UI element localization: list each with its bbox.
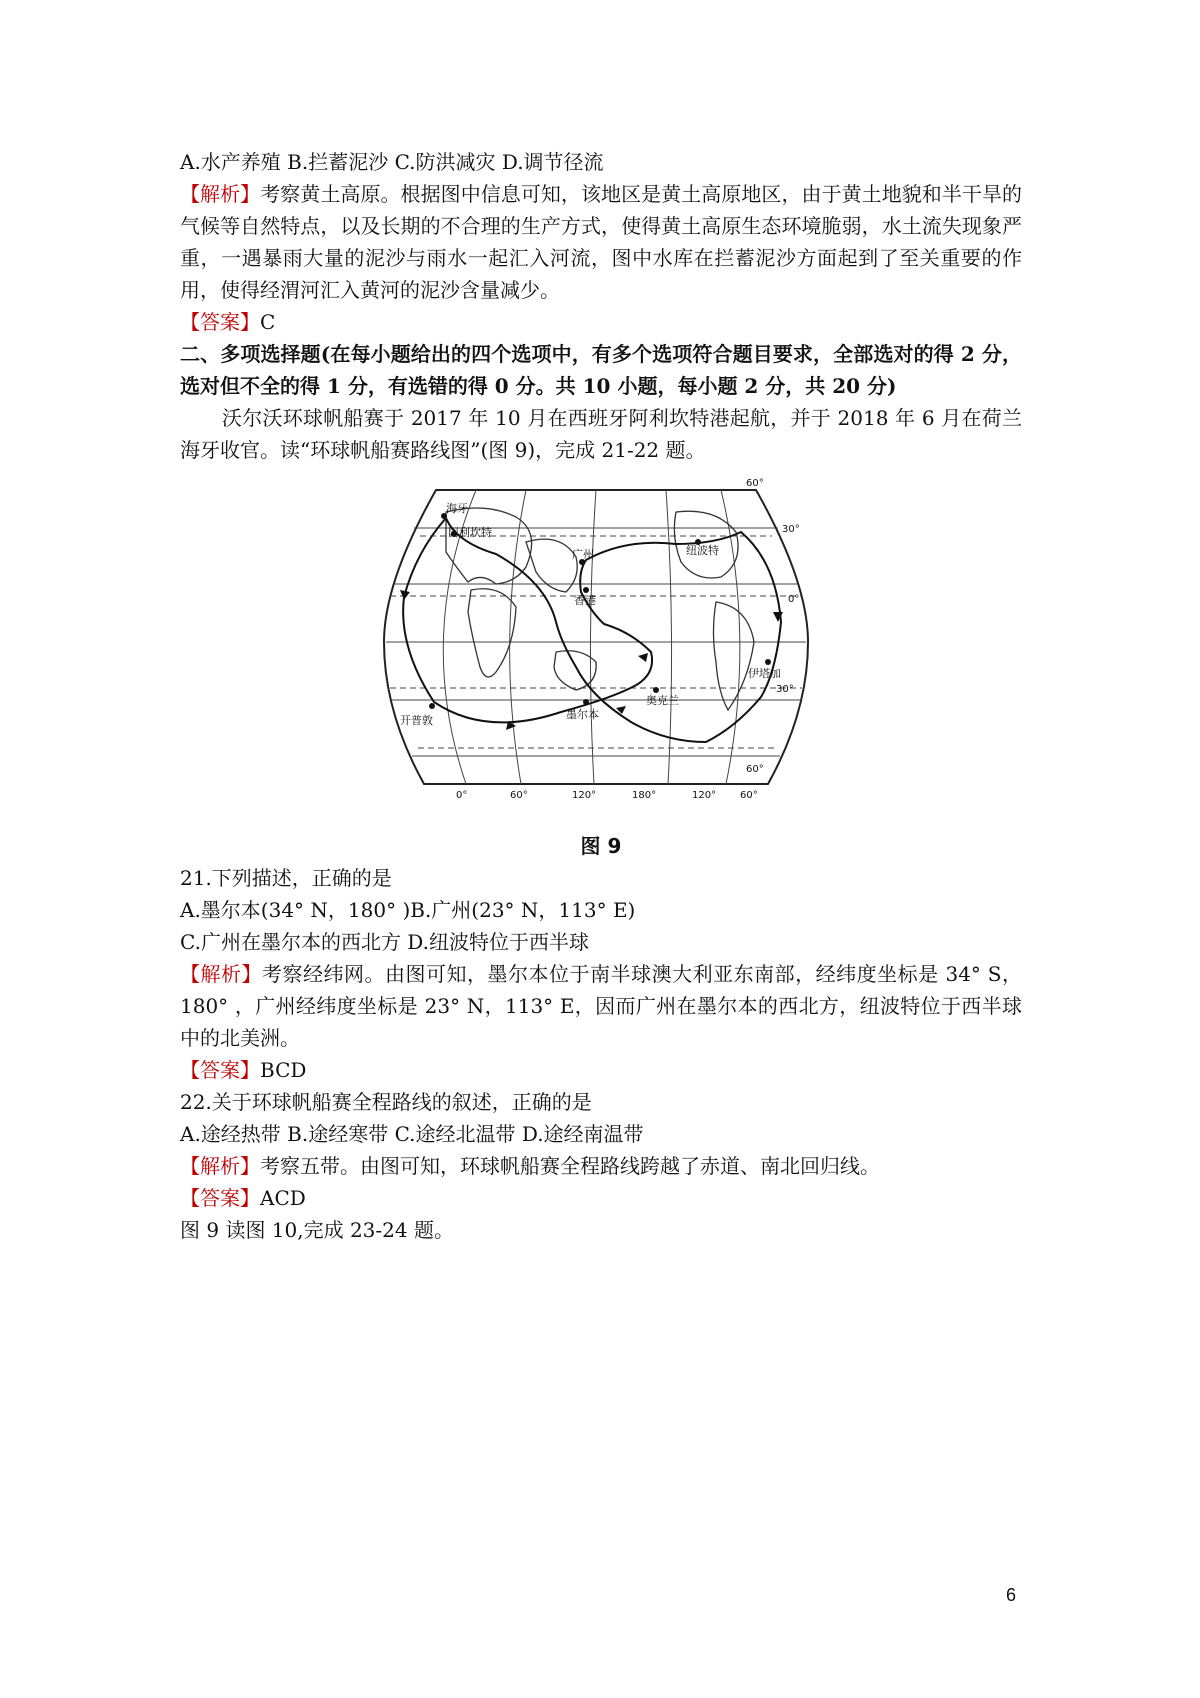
- q22-analysis: [180, 1150, 1022, 1182]
- q22-answer: [180, 1182, 1022, 1214]
- lat-label: 60°: [746, 764, 764, 775]
- next-intro: 图 9 读图 10,完成 23-24 题。: [180, 1218, 454, 1242]
- section2-heading: 二、多项选择题(在每小题给出的四个选项中，有多个选项符合题目要求，全部选对的得 2 分，选对但不全的得 1 分，有选错的得 0 分。共 10 小题，每小题 2 分，共 20 分): [180, 342, 1022, 398]
- q21-options-line2: C.广州在墨尔本的西北方 D.纽波特位于西半球: [180, 930, 589, 954]
- lon-label: 180°: [632, 790, 657, 801]
- page-content: [180, 146, 1022, 1246]
- label-itajai: 伊塔加: [748, 667, 781, 680]
- q21-options-line1: A.墨尔本(34° N，180° )B.广州(23° N，113° E): [180, 898, 636, 922]
- route-map: [376, 472, 816, 802]
- answer-text: C: [260, 310, 276, 334]
- analysis-text: 考察黄土高原。根据图中信息可知，该地区是黄土高原地区，由于黄土地貌和半干旱的气候等自然特点，以及长期的不合理的生产方式，使得黄土高原生态环境脆弱，水土流失现象严重，一遇暴雨大量的泥沙与雨水一起汇入河流，图中水库在拦蓄泥沙方面起到了至关重要的作用，使得经渭河汇入黄河的泥沙含量减少。: [180, 182, 1023, 302]
- lon-label: 120°: [572, 790, 597, 801]
- analysis-tag: 【解析】: [180, 182, 261, 206]
- q20-analysis: [180, 178, 1022, 306]
- figure-9: [180, 472, 1022, 862]
- answer-tag: 【答案】: [180, 310, 260, 334]
- q20-answer: [180, 306, 1022, 338]
- label-hongkong: 香港: [574, 594, 596, 607]
- lat-label: 30°: [782, 524, 800, 535]
- label-guangzhou: 广州: [572, 548, 594, 561]
- q22-options: A.途经热带 B.途经寒带 C.途经北温带 D.途经南温带: [180, 1122, 644, 1146]
- q21-stem: 21.下列描述，正确的是: [180, 866, 392, 890]
- label-capetown: 开普敦: [400, 714, 433, 727]
- answer-text: BCD: [260, 1058, 307, 1082]
- label-newport: 纽波特: [686, 544, 719, 557]
- analysis-tag: 【解析】: [180, 1154, 260, 1178]
- page-number: 6: [1006, 1585, 1017, 1605]
- lon-label: 60°: [740, 790, 758, 801]
- lon-label: 120°: [692, 790, 717, 801]
- question-intro: 沃尔沃环球帆船赛于 2017 年 10 月在西班牙阿利坎特港起航，并于 2018 年 6 月在荷兰海牙收官。读“环球帆船赛路线图”(图 9)，完成 21-22 题。: [180, 406, 1022, 462]
- analysis-text: 考察五带。由图可知，环球帆船赛全程路线跨越了赤道、南北回归线。: [260, 1154, 880, 1178]
- label-haiya: 海牙: [446, 502, 468, 515]
- q21-answer: [180, 1054, 1022, 1086]
- q20-options: A.水产养殖 B.拦蓄泥沙 C.防洪减灾 D.调节径流: [180, 150, 604, 174]
- q22-stem: 22.关于环球帆船赛全程路线的叙述，正确的是: [180, 1090, 592, 1114]
- lat-label: 0°: [788, 594, 800, 605]
- answer-tag: 【答案】: [180, 1058, 260, 1082]
- lat-label: 30°: [776, 684, 794, 695]
- lon-label: 0°: [456, 790, 468, 801]
- figure-caption: 图 9: [580, 834, 622, 858]
- analysis-text: 考察经纬网。由图可知，墨尔本位于南半球澳大利亚东南部，经纬度坐标是 34° S，180° ，广州经纬度坐标是 23° N，113° E，因而广州在墨尔本的西北方，纽波特位于西半球中的北美洲。: [180, 962, 1022, 1050]
- q21-analysis: [180, 958, 1022, 1054]
- lon-label: 60°: [510, 790, 528, 801]
- label-auckland: 奥克兰: [646, 694, 679, 707]
- lat-label: 60°: [746, 478, 764, 489]
- analysis-tag: 【解析】: [180, 962, 263, 986]
- label-melbourne: 墨尔本: [566, 708, 599, 721]
- label-alicante: 阿利坎特: [448, 526, 492, 539]
- answer-text: ACD: [260, 1186, 306, 1210]
- answer-tag: 【答案】: [180, 1186, 260, 1210]
